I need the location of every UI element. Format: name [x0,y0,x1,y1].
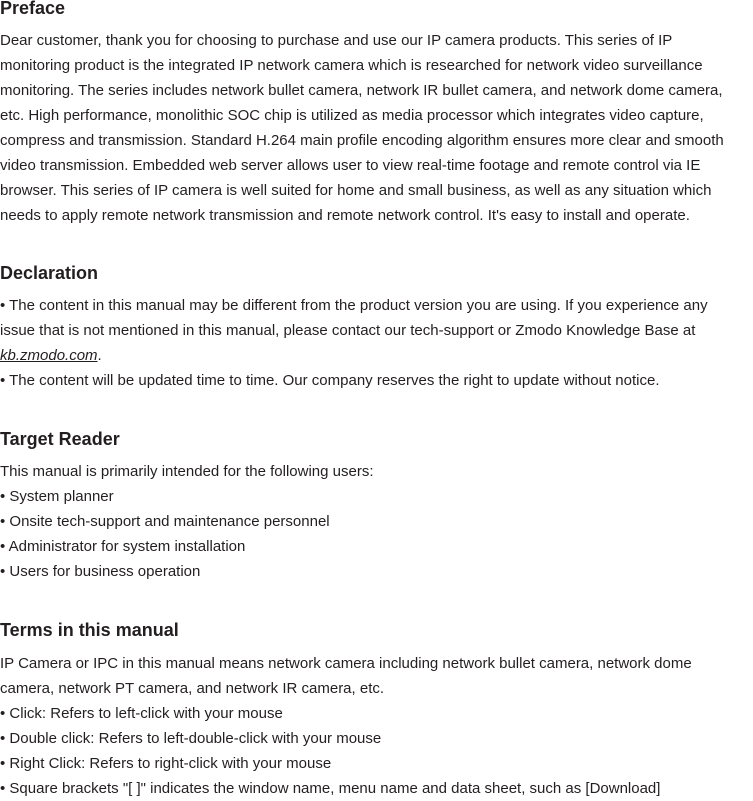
knowledge-base-link[interactable]: kb.zmodo.com [0,347,98,364]
terms-list [0,651,753,801]
terms-item: • Click: Refers to left-click with your mouse [0,705,283,722]
preface-line: browser. This series of IP camera is well suited for home and small business, as well as any situation which [0,182,712,199]
target-reader-list [0,459,753,584]
preface-line: etc. High performance, monolithic SOC chip is utilized as media processor which integrates video capture, [0,107,704,124]
declaration-line: • The content will be updated time to time. Our company reserves the right to update without notice. [0,372,660,389]
preface-paragraph [0,28,753,228]
declaration-heading: Declaration [0,263,99,283]
declaration-line: issue that is not mentioned in this manual, please contact our tech-support or Zmodo Knowledge Base at [0,322,696,339]
terms-line: camera, network PT camera, and network IR camera, etc. [0,680,385,697]
preface-heading: Preface [0,0,66,18]
declaration-paragraph [0,293,753,393]
terms-line: IP Camera or IPC in this manual means network camera including network bullet camera, network dome [0,655,692,672]
terms-item: • Double click: Refers to left-double-click with your mouse [0,730,382,747]
target-reader-item: • Users for business operation [0,563,201,580]
target-reader-intro: This manual is primarily intended for the following users: [0,463,374,480]
preface-line: Dear customer, thank you for choosing to purchase and use our IP camera products. This series of IP [0,32,673,49]
terms-item: • Square brackets "[ ]" indicates the window name, menu name and data sheet, such as [Download] [0,780,661,797]
preface-line: needs to apply remote network transmission and remote network control. It's easy to install and operate. [0,207,690,224]
target-reader-heading: Target Reader [0,429,120,449]
preface-line: monitoring. The series includes network bullet camera, network IR bullet camera, and network dome camera, [0,82,723,99]
target-reader-item: • System planner [0,488,114,505]
terms-item: • Right Click: Refers to right-click with your mouse [0,755,332,772]
terms-heading: Terms in this manual [0,620,179,640]
declaration-line: • The content in this manual may be different from the product version you are using. If you experience any [0,297,708,314]
declaration-link-line [0,343,753,368]
link-suffix: . [97,347,102,364]
preface-line: monitoring product is the integrated IP network camera which is researched for network video surveillance [0,57,703,74]
preface-line: compress and transmission. Standard H.264 main profile encoding algorithm ensures more clear and smooth [0,132,724,149]
target-reader-item: • Administrator for system installation [0,538,246,555]
target-reader-item: • Onsite tech-support and maintenance personnel [0,513,330,530]
preface-line: video transmission. Embedded web server allows user to view real-time footage and remote control via IE [0,157,701,174]
